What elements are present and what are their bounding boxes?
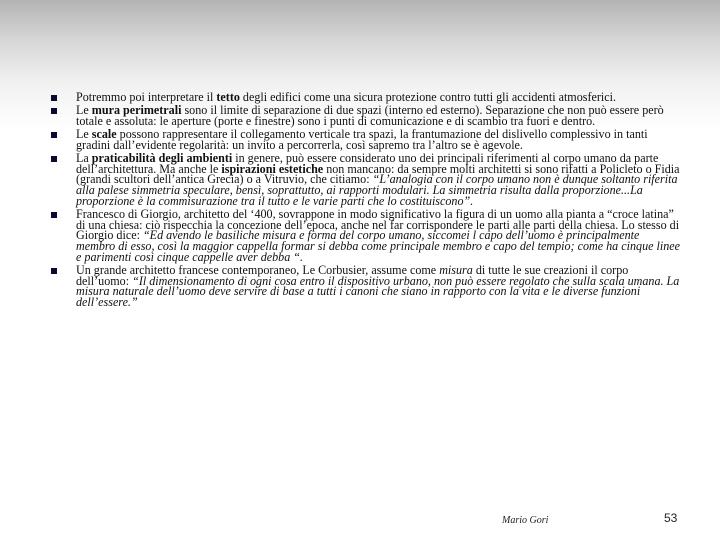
page-number: 53 — [664, 511, 678, 525]
bullet-item-4: La praticabilità degli ambienti in genere, può essere considerato uno dei principali riferimenti al corpo umano da parte dell’architettura. Ma anche le ispirazioni estetiche non mancano: da sempre molti architetti si sono rifatti a Policleto o Fidia (grandi scultori dell’antica Grecia) o a Vitruvio, che citiamo: “L’analogia con il corpo umano non è dunque soltanto riferita alla palese simmetria speculare, bensì, soprattutto, ai rapporti modulari. La simmetria risulta dalla proporzione...La proporzione è la commisurazione tra il tutto e le varie parti che lo costituiscono”. — [50, 153, 680, 207]
square-bullet-icon — [51, 132, 57, 138]
square-bullet-icon — [51, 95, 57, 101]
square-bullet-icon — [51, 108, 57, 114]
bullet-item-2: Le mura perimetrali sono il limite di separazione di due spazi (interno ed esterno). Separazione che non può essere però totale e assoluta: le aperture (porte e finestre) sono i punti di comunicazione e di scambio tra fuori e dentro. — [50, 105, 680, 126]
square-bullet-icon — [51, 268, 57, 274]
square-bullet-icon — [51, 156, 57, 162]
bullet-item-6: Un grande architetto francese contemporaneo, Le Corbusier, assume come misura di tutte le sue creazioni il corpo dell’uomo: “Il dimensionamento di ogni cosa entro il dispositivo urbano, non può essere regolato che sulla scala umana. La misura naturale dell’uomo deve servire di base a tutti i canoni che siano in rapporto con la vita e le diverse funzioni dell’essere.” — [50, 265, 680, 308]
square-bullet-icon — [51, 212, 57, 218]
bullet-item-5: Francesco di Giorgio, architetto del ‘400, sovrappone in modo significativo la figura di un uomo alla pianta a “croce latina” di una chiesa: ciò rispecchia la concezione dell’epoca, anche nel far corrispondere le parti alle parti della chiesa. Lo stesso di Giorgio dice: “Ed avendo le basiliche misura e forma del corpo umano, siccomei l capo dell’uomo è principalmente membro di esso, così la maggior cappella formar si debba come principale membro e capo del tempio; come ha cinque linee e parimenti così cinque cappelle aver debba “. — [50, 209, 680, 263]
bullet-item-1: Potremmo poi interpretare il tetto degli edifici come una sicura protezione contro tutti gli accidenti atmosferici. — [50, 92, 680, 103]
slide-body — [50, 92, 680, 310]
bullet-item-3: Le scale possono rappresentare il collegamento verticale tra spazi, la frantumazione del dislivello complessivo in tanti gradini dall’evidente regolarità: un invito a percorrerla, così sapremo tra l’altro se è agevole. — [50, 129, 680, 150]
footer-author: Mario Gori — [502, 515, 549, 526]
